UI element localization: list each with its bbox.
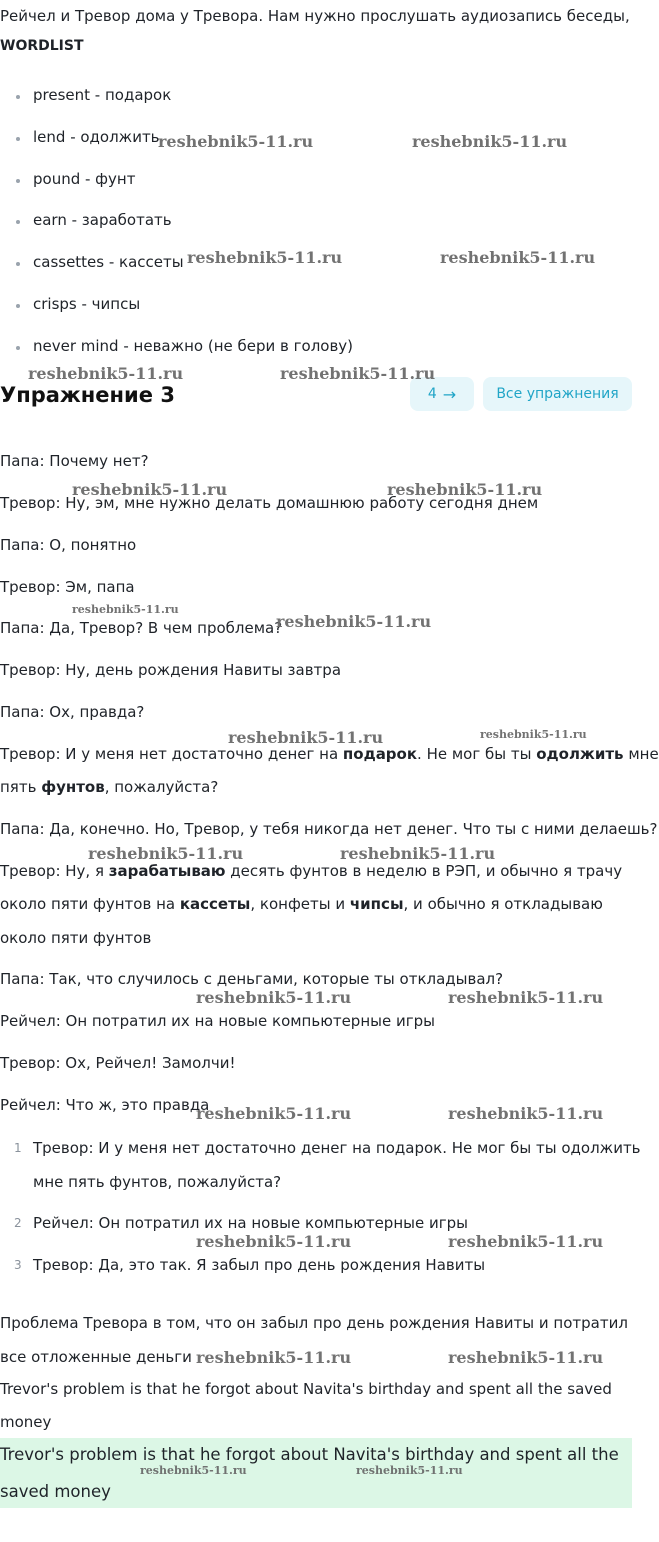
- answer-box: [0, 1438, 632, 1508]
- wordlist-item: cassettes - кассеты: [33, 253, 184, 271]
- dialogue-line: Рейчел: Он потратил их на новые компьютерные игры: [0, 1012, 435, 1030]
- all-exercises-button[interactable]: Все упражнения: [483, 377, 632, 411]
- dialogue-line: Папа: Да, конечно. Но, Тревор, у тебя никогда нет денег. Что ты с ними делаешь?: [0, 820, 658, 838]
- watermark: reshebnik5-11.ru: [340, 844, 496, 863]
- dialogue-line: Тревор: И у меня нет достаточно денег на подарок. Не мог бы ты одолжить мне: [0, 745, 659, 763]
- bullet-icon: [16, 220, 20, 224]
- list-item: Рейчел: Он потратил их на новые компьютерные игры: [33, 1214, 468, 1232]
- watermark: reshebnik5-11.ru: [448, 1348, 604, 1367]
- conclusion-ru: Проблема Тревора в том, что он забыл про день рождения Навиты и потратил: [0, 1314, 628, 1332]
- bullet-icon: [16, 95, 20, 99]
- list-number: 2: [14, 1216, 22, 1230]
- watermark: reshebnik5-11.ru: [448, 988, 604, 1007]
- watermark: reshebnik5-11.ru: [158, 132, 314, 151]
- watermark: reshebnik5-11.ru: [196, 1232, 352, 1251]
- watermark: reshebnik5-11.ru: [448, 1104, 604, 1123]
- watermark: reshebnik5-11.ru: [28, 364, 184, 383]
- bullet-icon: [16, 262, 20, 266]
- wordlist-item: pound - фунт: [33, 170, 136, 188]
- watermark: reshebnik5-11.ru: [72, 603, 179, 616]
- watermark: reshebnik5-11.ru: [140, 1464, 247, 1477]
- watermark: reshebnik5-11.ru: [440, 248, 596, 267]
- list-item-continuation: мне пять фунтов, пожалуйста?: [33, 1173, 282, 1191]
- dialogue-line: Тревор: Ну, эм, мне нужно делать домашнюю работу сегодня днем: [0, 494, 539, 512]
- watermark: reshebnik5-11.ru: [480, 728, 587, 741]
- watermark: reshebnik5-11.ru: [228, 728, 384, 747]
- list-item: Тревор: Да, это так. Я забыл про день рождения Навиты: [33, 1256, 486, 1274]
- bullet-icon: [16, 137, 20, 141]
- conclusion-en-continuation: money: [0, 1413, 52, 1431]
- watermark: reshebnik5-11.ru: [187, 248, 343, 267]
- watermark: reshebnik5-11.ru: [196, 1348, 352, 1367]
- wordlist-item: crisps - чипсы: [33, 295, 141, 313]
- watermark: reshebnik5-11.ru: [387, 480, 543, 499]
- list-number: 3: [14, 1258, 22, 1272]
- exercise-title: Упражнение 3: [0, 383, 175, 407]
- watermark: reshebnik5-11.ru: [412, 132, 568, 151]
- watermark: reshebnik5-11.ru: [88, 844, 244, 863]
- watermark: reshebnik5-11.ru: [196, 1104, 352, 1123]
- answer-line: Trevor's problem is that he forgot about Navita's birthday and spent all the: [0, 1445, 619, 1464]
- list-item: Тревор: И у меня нет достаточно денег на подарок. Не мог бы ты одолжить: [33, 1139, 641, 1157]
- intro-text: Рейчел и Тревор дома у Тревора. Нам нужно прослушать аудиозапись беседы,: [0, 7, 630, 25]
- arrow-right-icon: →: [442, 384, 457, 404]
- dialogue-line: Папа: Так, что случилось с деньгами, которые ты откладывал?: [0, 970, 504, 988]
- watermark: reshebnik5-11.ru: [280, 364, 436, 383]
- dialogue-line: около пяти фунтов: [0, 929, 152, 947]
- watermark: reshebnik5-11.ru: [72, 480, 228, 499]
- dialogue-line: около пяти фунтов на кассеты, конфеты и чипсы, и обычно я откладываю: [0, 895, 603, 913]
- dialogue-line: Папа: Да, Тревор? В чем проблема?: [0, 619, 283, 637]
- next-exercise-label: 4: [427, 386, 437, 402]
- conclusion-ru-continuation: все отложенные деньги: [0, 1348, 192, 1366]
- watermark: reshebnik5-11.ru: [448, 1232, 604, 1251]
- dialogue-line: Тревор: Ну, я зарабатываю десять фунтов в неделю в РЭП, и обычно я трачу: [0, 862, 623, 880]
- watermark: reshebnik5-11.ru: [276, 612, 432, 631]
- wordlist-item: never mind - неважно (не бери в голову): [33, 337, 354, 355]
- dialogue-line: Рейчел: Что ж, это правда: [0, 1096, 210, 1114]
- answer-line: saved money: [0, 1482, 111, 1501]
- bullet-icon: [16, 179, 20, 183]
- watermark: reshebnik5-11.ru: [356, 1464, 463, 1477]
- dialogue-line: Папа: О, понятно: [0, 536, 137, 554]
- bullet-icon: [16, 304, 20, 308]
- dialogue-line: пять фунтов, пожалуйста?: [0, 778, 219, 796]
- wordlist-item: lend - одолжить: [33, 128, 160, 146]
- dialogue-line: Тревор: Эм, папа: [0, 578, 135, 596]
- list-number: 1: [14, 1141, 22, 1155]
- wordlist-item: present - подарок: [33, 86, 172, 104]
- bullet-icon: [16, 346, 20, 350]
- dialogue-line: Тревор: Ну, день рождения Навиты завтра: [0, 661, 342, 679]
- dialogue-line: Тревор: Ох, Рейчел! Замолчи!: [0, 1054, 236, 1072]
- watermark: reshebnik5-11.ru: [196, 988, 352, 1007]
- wordlist-title: WORDLIST: [0, 38, 84, 54]
- dialogue-line: Папа: Почему нет?: [0, 452, 149, 470]
- wordlist-item: earn - заработать: [33, 211, 172, 229]
- dialogue-line: Папа: Ох, правда?: [0, 703, 145, 721]
- conclusion-en: Trevor's problem is that he forgot about Navita's birthday and spent all the saved: [0, 1380, 612, 1398]
